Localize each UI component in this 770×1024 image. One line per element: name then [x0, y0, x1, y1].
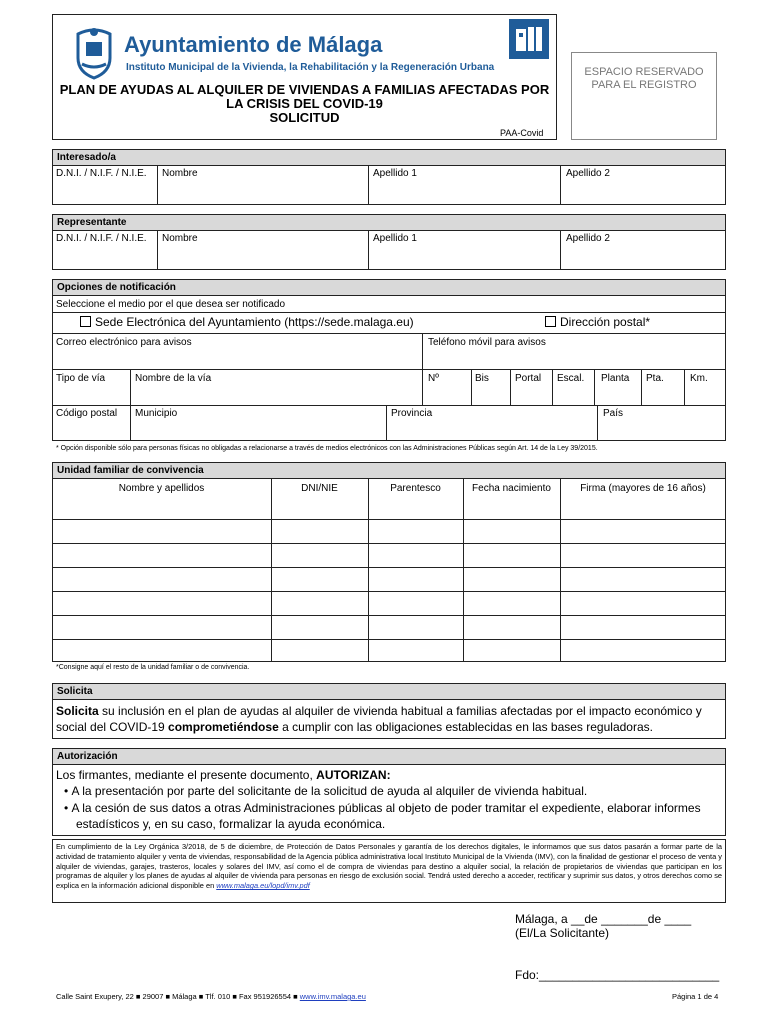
autorizacion-intro-text: Los firmantes, mediante el presente documento,	[56, 768, 317, 782]
imv-logo	[509, 19, 549, 59]
option-postal-label: Dirección postal*	[560, 315, 651, 329]
bis-label: Bis	[475, 373, 489, 384]
cp-label: Código postal	[56, 408, 118, 419]
solicita-heading: Solicita	[52, 683, 726, 700]
table-row	[52, 519, 726, 520]
representante-apellido2-label: Apellido 2	[566, 233, 610, 244]
numero-label: Nº	[428, 373, 439, 384]
unidad-note: *Consigne aquí el resto de la unidad familiar o de convivencia.	[56, 664, 250, 671]
representante-apellido1-label: Apellido 1	[373, 233, 417, 244]
solicita-text	[56, 703, 722, 735]
option-sede[interactable]	[80, 315, 414, 329]
form-code: PAA-Covid	[500, 128, 544, 138]
bullet-icon: •	[64, 784, 72, 798]
form-title-line1: PLAN DE AYUDAS AL ALQUILER DE VIVIENDAS A FAMILIAS AFECTADAS POR	[59, 82, 550, 97]
interesado-nombre-label: Nombre	[162, 168, 198, 179]
pais-label: País	[603, 408, 624, 419]
signature-place-date: Málaga, a __de _______de ____	[515, 912, 692, 926]
table-row	[52, 543, 726, 544]
portal-label: Portal	[515, 373, 542, 384]
representante-heading: Representante	[52, 214, 726, 231]
nombre-via-label: Nombre de la vía	[135, 373, 212, 384]
unidad-col-fecha: Fecha nacimiento	[472, 483, 551, 494]
city-crest-logo	[70, 24, 118, 80]
unidad-col-nombre: Nombre y apellidos	[118, 483, 205, 494]
interesado-heading: Interesado/a	[52, 149, 726, 166]
solicita-text2: a cumplir con las obligaciones establecidas en las bases reguladoras.	[278, 720, 653, 734]
autorizacion-heading: Autorización	[52, 748, 726, 765]
autorizacion-item2-text: A la cesión de sus datos a otras Administraciones públicas al objeto de poder tramitar el expediente, elaborar informes estadísticos y, en su caso, formalizar la ayuda económica.	[71, 801, 701, 831]
table-row	[52, 591, 726, 592]
form-title-line3: SOLICITUD	[269, 110, 340, 125]
unidad-col-firma: Firma (mayores de 16 años)	[580, 483, 706, 494]
solicita-text1: su inclusión en el plan de ayudas al alquiler de vivienda habitual a familias afectadas por el impacto económico y social del COVID-19	[56, 704, 702, 734]
autorizacion-intro-bold: AUTORIZAN:	[316, 768, 391, 782]
autorizacion-item1-text: A la presentación por parte del solicitante de la solicitud de ayuda al alquiler de vivienda habitual.	[71, 784, 588, 798]
table-row	[52, 567, 726, 568]
org-subtitle: Instituto Municipal de la Vivienda, la Rehabilitación y la Regeneración Urbana	[126, 62, 495, 73]
representante-dni-label: D.N.I. / N.I.F. / N.I.E.	[56, 233, 147, 244]
legal-link[interactable]: www.malaga.eu/lopd/imv.pdf	[216, 881, 310, 891]
signature-fdo[interactable]: Fdo:___________________________	[515, 968, 720, 982]
table-row	[52, 615, 726, 616]
planta-label: Planta	[601, 373, 630, 384]
legal-text-body: En cumplimiento de la Ley Orgánica 3/2018, de 5 de diciembre, de Protección de Datos Personales y garantía de los derechos digitales, le informamos que sus datos pasarán a formar parte de la actividad de tratamiento alquiler y venta de viviendas, responsabilidad de la Agencia pública administrativa local Instituto Municipal de la Vivienda (IMV), con la finalidad de gestionar el proceso de venta y alquiler de viviendas, garajes, trasteros, locales y solares del IMV, así como el de compra de viviendas para destino a alquiler social, la relación de propietarios de viviendas que participan en los programas de alquiler y los planes de ayudas al alquiler de vivienda para personas en riesgo de exclusión social. Tendrá usted derecho a acceder, rectificar y suprimir sus datos, y otros derechos como se explica en la información adicional disponible en	[56, 842, 722, 891]
km-label: Km.	[690, 373, 708, 384]
postal-checkbox[interactable]	[545, 316, 556, 327]
autorizacion-item1	[64, 784, 720, 798]
solicita-bold2: comprometiéndose	[168, 720, 279, 734]
notificacion-intro: Seleccione el medio por el que desea ser notificado	[56, 299, 286, 310]
municipio-label: Municipio	[135, 408, 178, 419]
bullet-icon: •	[64, 801, 72, 815]
form-title-line2: LA CRISIS DEL COVID-19	[226, 96, 383, 111]
notificacion-footnote: * Opción disponible sólo para personas físicas no obligadas a relacionarse a través de medios electrónicos con las Administraciones Públicas según Art. 14 de la Ley 39/2015.	[56, 445, 598, 452]
unidad-col-parentesco: Parentesco	[390, 483, 441, 494]
option-postal[interactable]	[545, 315, 650, 329]
pta-label: Pta.	[646, 373, 664, 384]
solicita-bold1: Solicita	[56, 704, 99, 718]
option-sede-label: Sede Electrónica del Ayuntamiento (https://sede.malaga.eu)	[95, 315, 414, 329]
escal-label: Escal.	[557, 373, 585, 384]
tipo-via-label: Tipo de vía	[56, 373, 106, 384]
table-row	[52, 639, 726, 640]
footer-web-link[interactable]: www.imv.malaga.eu	[299, 992, 366, 1001]
footer-address-text: Calle Saint Exupery, 22 ■ 29007 ■ Málaga ■ Tlf. 010 ■ Fax 951926554 ■	[56, 992, 300, 1001]
unidad-heading: Unidad familiar de convivencia	[52, 462, 726, 479]
unidad-col-dni: DNI/NIE	[301, 483, 338, 494]
telefono-label: Teléfono móvil para avisos	[428, 337, 546, 348]
legal-text	[56, 842, 722, 891]
representante-nombre-label: Nombre	[162, 233, 198, 244]
footer-page-number: Página 1 de 4	[672, 992, 719, 1001]
correo-label: Correo electrónico para avisos	[56, 337, 192, 348]
sede-checkbox[interactable]	[80, 316, 91, 327]
org-name: Ayuntamiento de Málaga	[124, 32, 383, 57]
autorizacion-intro	[56, 768, 391, 782]
footer-address	[56, 992, 366, 1001]
interesado-apellido1-label: Apellido 1	[373, 168, 417, 179]
building-icon	[509, 19, 549, 59]
signature-role: (El/La Solicitante)	[515, 926, 610, 940]
interesado-apellido2-label: Apellido 2	[566, 168, 610, 179]
interesado-dni-label: D.N.I. / N.I.F. / N.I.E.	[56, 168, 147, 179]
notificacion-heading: Opciones de notificación	[52, 279, 726, 296]
provincia-label: Provincia	[391, 408, 433, 419]
registry-label: ESPACIO RESERVADO PARA EL REGISTRO	[584, 66, 704, 91]
unidad-table	[52, 478, 726, 662]
autorizacion-item2	[64, 800, 732, 832]
